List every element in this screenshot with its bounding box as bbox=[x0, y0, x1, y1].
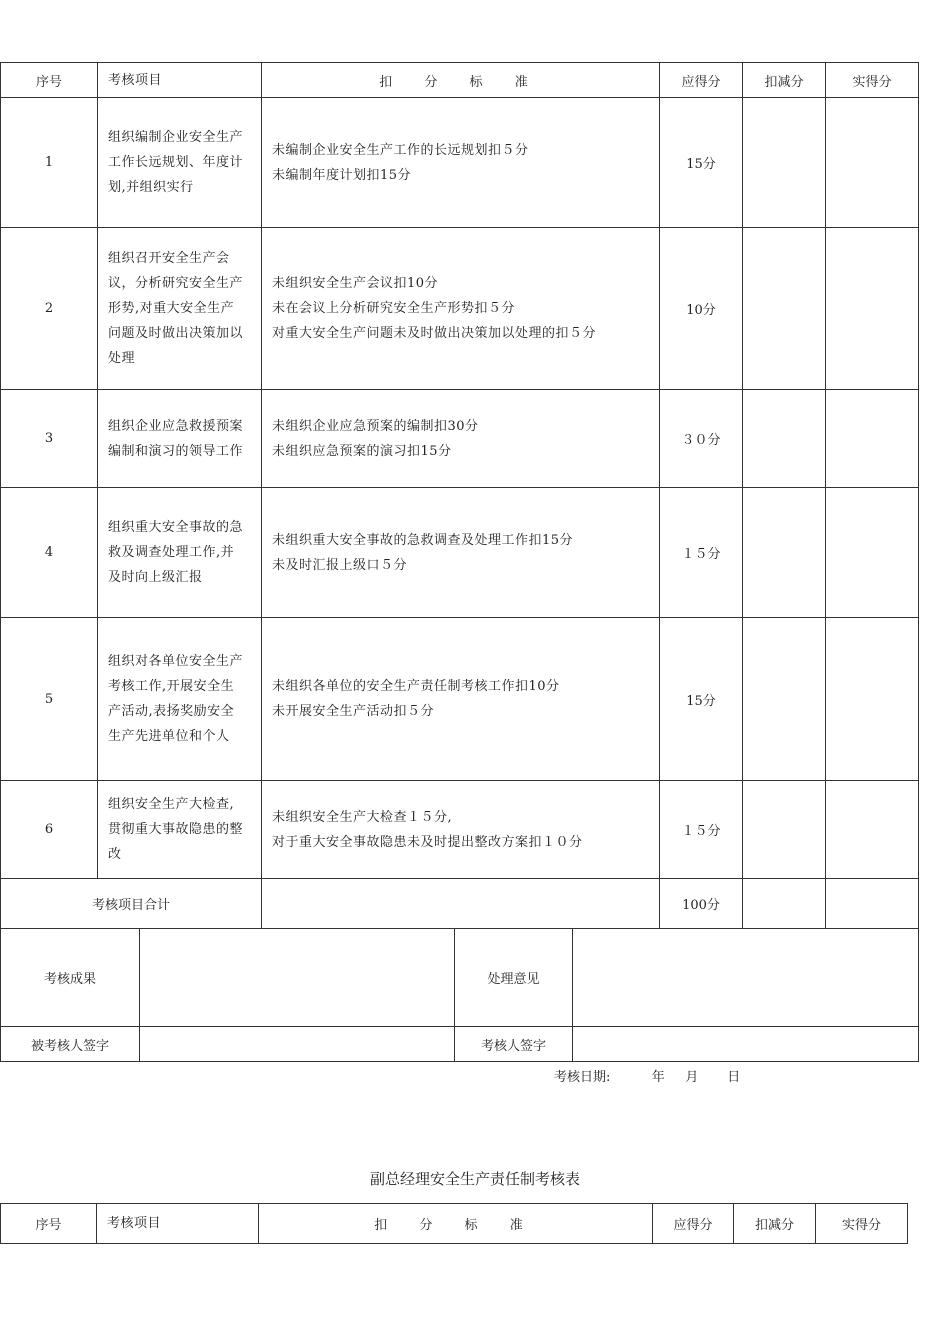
assessor-signature-field[interactable] bbox=[573, 1027, 919, 1062]
total-deduct-cell[interactable] bbox=[743, 879, 826, 929]
total-standard-cell bbox=[262, 879, 660, 929]
row-deduct-cell[interactable] bbox=[743, 618, 826, 781]
row-seq: 1 bbox=[1, 98, 98, 228]
row-standard: 未组织重大安全事故的急救调查及处理工作扣15分 未及时汇报上级口５分 bbox=[262, 488, 660, 618]
row-standard: 未组织安全生产会议扣10分 未在会议上分析研究安全生产形势扣５分 对重大安全生产问题未及时做出决策加以处理的扣５分 bbox=[262, 228, 660, 390]
table-row bbox=[1, 390, 919, 488]
table-row bbox=[1, 98, 919, 228]
row-actual-cell[interactable] bbox=[826, 488, 919, 618]
row-deduct-cell[interactable] bbox=[743, 390, 826, 488]
row-standard: 未组织各单位的安全生产责任制考核工作扣10分 未开展安全生产活动扣５分 bbox=[262, 618, 660, 781]
assessor-label: 考核人签字 bbox=[455, 1027, 573, 1062]
signature-row bbox=[1, 1027, 919, 1062]
signature-table bbox=[0, 928, 919, 1062]
opinion-label: 处理意见 bbox=[455, 929, 573, 1027]
header-standard: 扣 分 标 准 bbox=[259, 1204, 653, 1244]
opinion-field[interactable] bbox=[573, 929, 919, 1027]
header-item: 考核项目 bbox=[97, 1204, 259, 1244]
total-score: 100分 bbox=[660, 879, 743, 929]
header-deduct: 扣减分 bbox=[734, 1204, 816, 1244]
table-row bbox=[1, 228, 919, 390]
second-assessment-table bbox=[0, 1203, 908, 1244]
header-row bbox=[1, 63, 919, 98]
result-label: 考核成果 bbox=[1, 929, 140, 1027]
row-seq: 2 bbox=[1, 228, 98, 390]
row-actual-cell[interactable] bbox=[826, 618, 919, 781]
assessee-signature-field[interactable] bbox=[140, 1027, 455, 1062]
header-seq: 序号 bbox=[1, 1204, 97, 1244]
result-row bbox=[1, 929, 919, 1027]
row-item: 组织企业应急救援预案 编制和演习的领导工作 bbox=[98, 390, 262, 488]
assessee-label: 被考核人签字 bbox=[1, 1027, 140, 1062]
row-item: 组织安全生产大检查, 贯彻重大事故隐患的整 改 bbox=[98, 781, 262, 879]
assessment-date: 考核日期: 年 月 日 bbox=[554, 1070, 741, 1085]
row-score: １５分 bbox=[660, 488, 743, 618]
row-item: 组织召开安全生产会 议，分析研究安全生产 形势,对重大安全生产 问题及时做出决策加以 处理 bbox=[98, 228, 262, 390]
header-deduct: 扣减分 bbox=[743, 63, 826, 98]
row-seq: 3 bbox=[1, 390, 98, 488]
row-score: 10分 bbox=[660, 228, 743, 390]
row-seq: 6 bbox=[1, 781, 98, 879]
header-actual: 实得分 bbox=[816, 1204, 908, 1244]
header-row bbox=[1, 1204, 908, 1244]
total-row bbox=[1, 879, 919, 929]
row-deduct-cell[interactable] bbox=[743, 488, 826, 618]
header-standard: 扣 分 标 准 bbox=[262, 63, 660, 98]
total-label: 考核项目合计 bbox=[1, 879, 262, 929]
row-item: 组织重大安全事故的急 救及调查处理工作,并 及时向上级汇报 bbox=[98, 488, 262, 618]
total-actual-cell[interactable] bbox=[826, 879, 919, 929]
row-deduct-cell[interactable] bbox=[743, 781, 826, 879]
header-actual: 实得分 bbox=[826, 63, 919, 98]
row-actual-cell[interactable] bbox=[826, 781, 919, 879]
row-seq: 4 bbox=[1, 488, 98, 618]
row-deduct-cell[interactable] bbox=[743, 98, 826, 228]
row-standard: 未组织企业应急预案的编制扣30分 未组织应急预案的演习扣15分 bbox=[262, 390, 660, 488]
result-field[interactable] bbox=[140, 929, 455, 1027]
row-score: ３０分 bbox=[660, 390, 743, 488]
header-item: 考核项目 bbox=[98, 63, 262, 98]
row-actual-cell[interactable] bbox=[826, 228, 919, 390]
row-actual-cell[interactable] bbox=[826, 390, 919, 488]
row-deduct-cell[interactable] bbox=[743, 228, 826, 390]
row-seq: 5 bbox=[1, 618, 98, 781]
row-standard: 未编制企业安全生产工作的长远规划扣５分 未编制年度计划扣15分 bbox=[262, 98, 660, 228]
header-should: 应得分 bbox=[653, 1204, 734, 1244]
row-score: 15分 bbox=[660, 98, 743, 228]
row-score: 15分 bbox=[660, 618, 743, 781]
row-actual-cell[interactable] bbox=[826, 98, 919, 228]
table-row bbox=[1, 781, 919, 879]
row-standard: 未组织安全生产大检查１５分, 对于重大安全事故隐患未及时提出整改方案扣１０分 bbox=[262, 781, 660, 879]
table-row bbox=[1, 488, 919, 618]
header-seq: 序号 bbox=[1, 63, 98, 98]
row-item: 组织编制企业安全生产 工作长远规划、年度计 划,并组织实行 bbox=[98, 98, 262, 228]
second-table-title: 副总经理安全生产责任制考核表 bbox=[369, 1170, 580, 1188]
header-should: 应得分 bbox=[660, 63, 743, 98]
assessment-table bbox=[0, 62, 919, 929]
row-item: 组织对各单位安全生产 考核工作,开展安全生 产活动,表扬奖励安全 生产先进单位和个人 bbox=[98, 618, 262, 781]
row-score: １５分 bbox=[660, 781, 743, 879]
table-row bbox=[1, 618, 919, 781]
